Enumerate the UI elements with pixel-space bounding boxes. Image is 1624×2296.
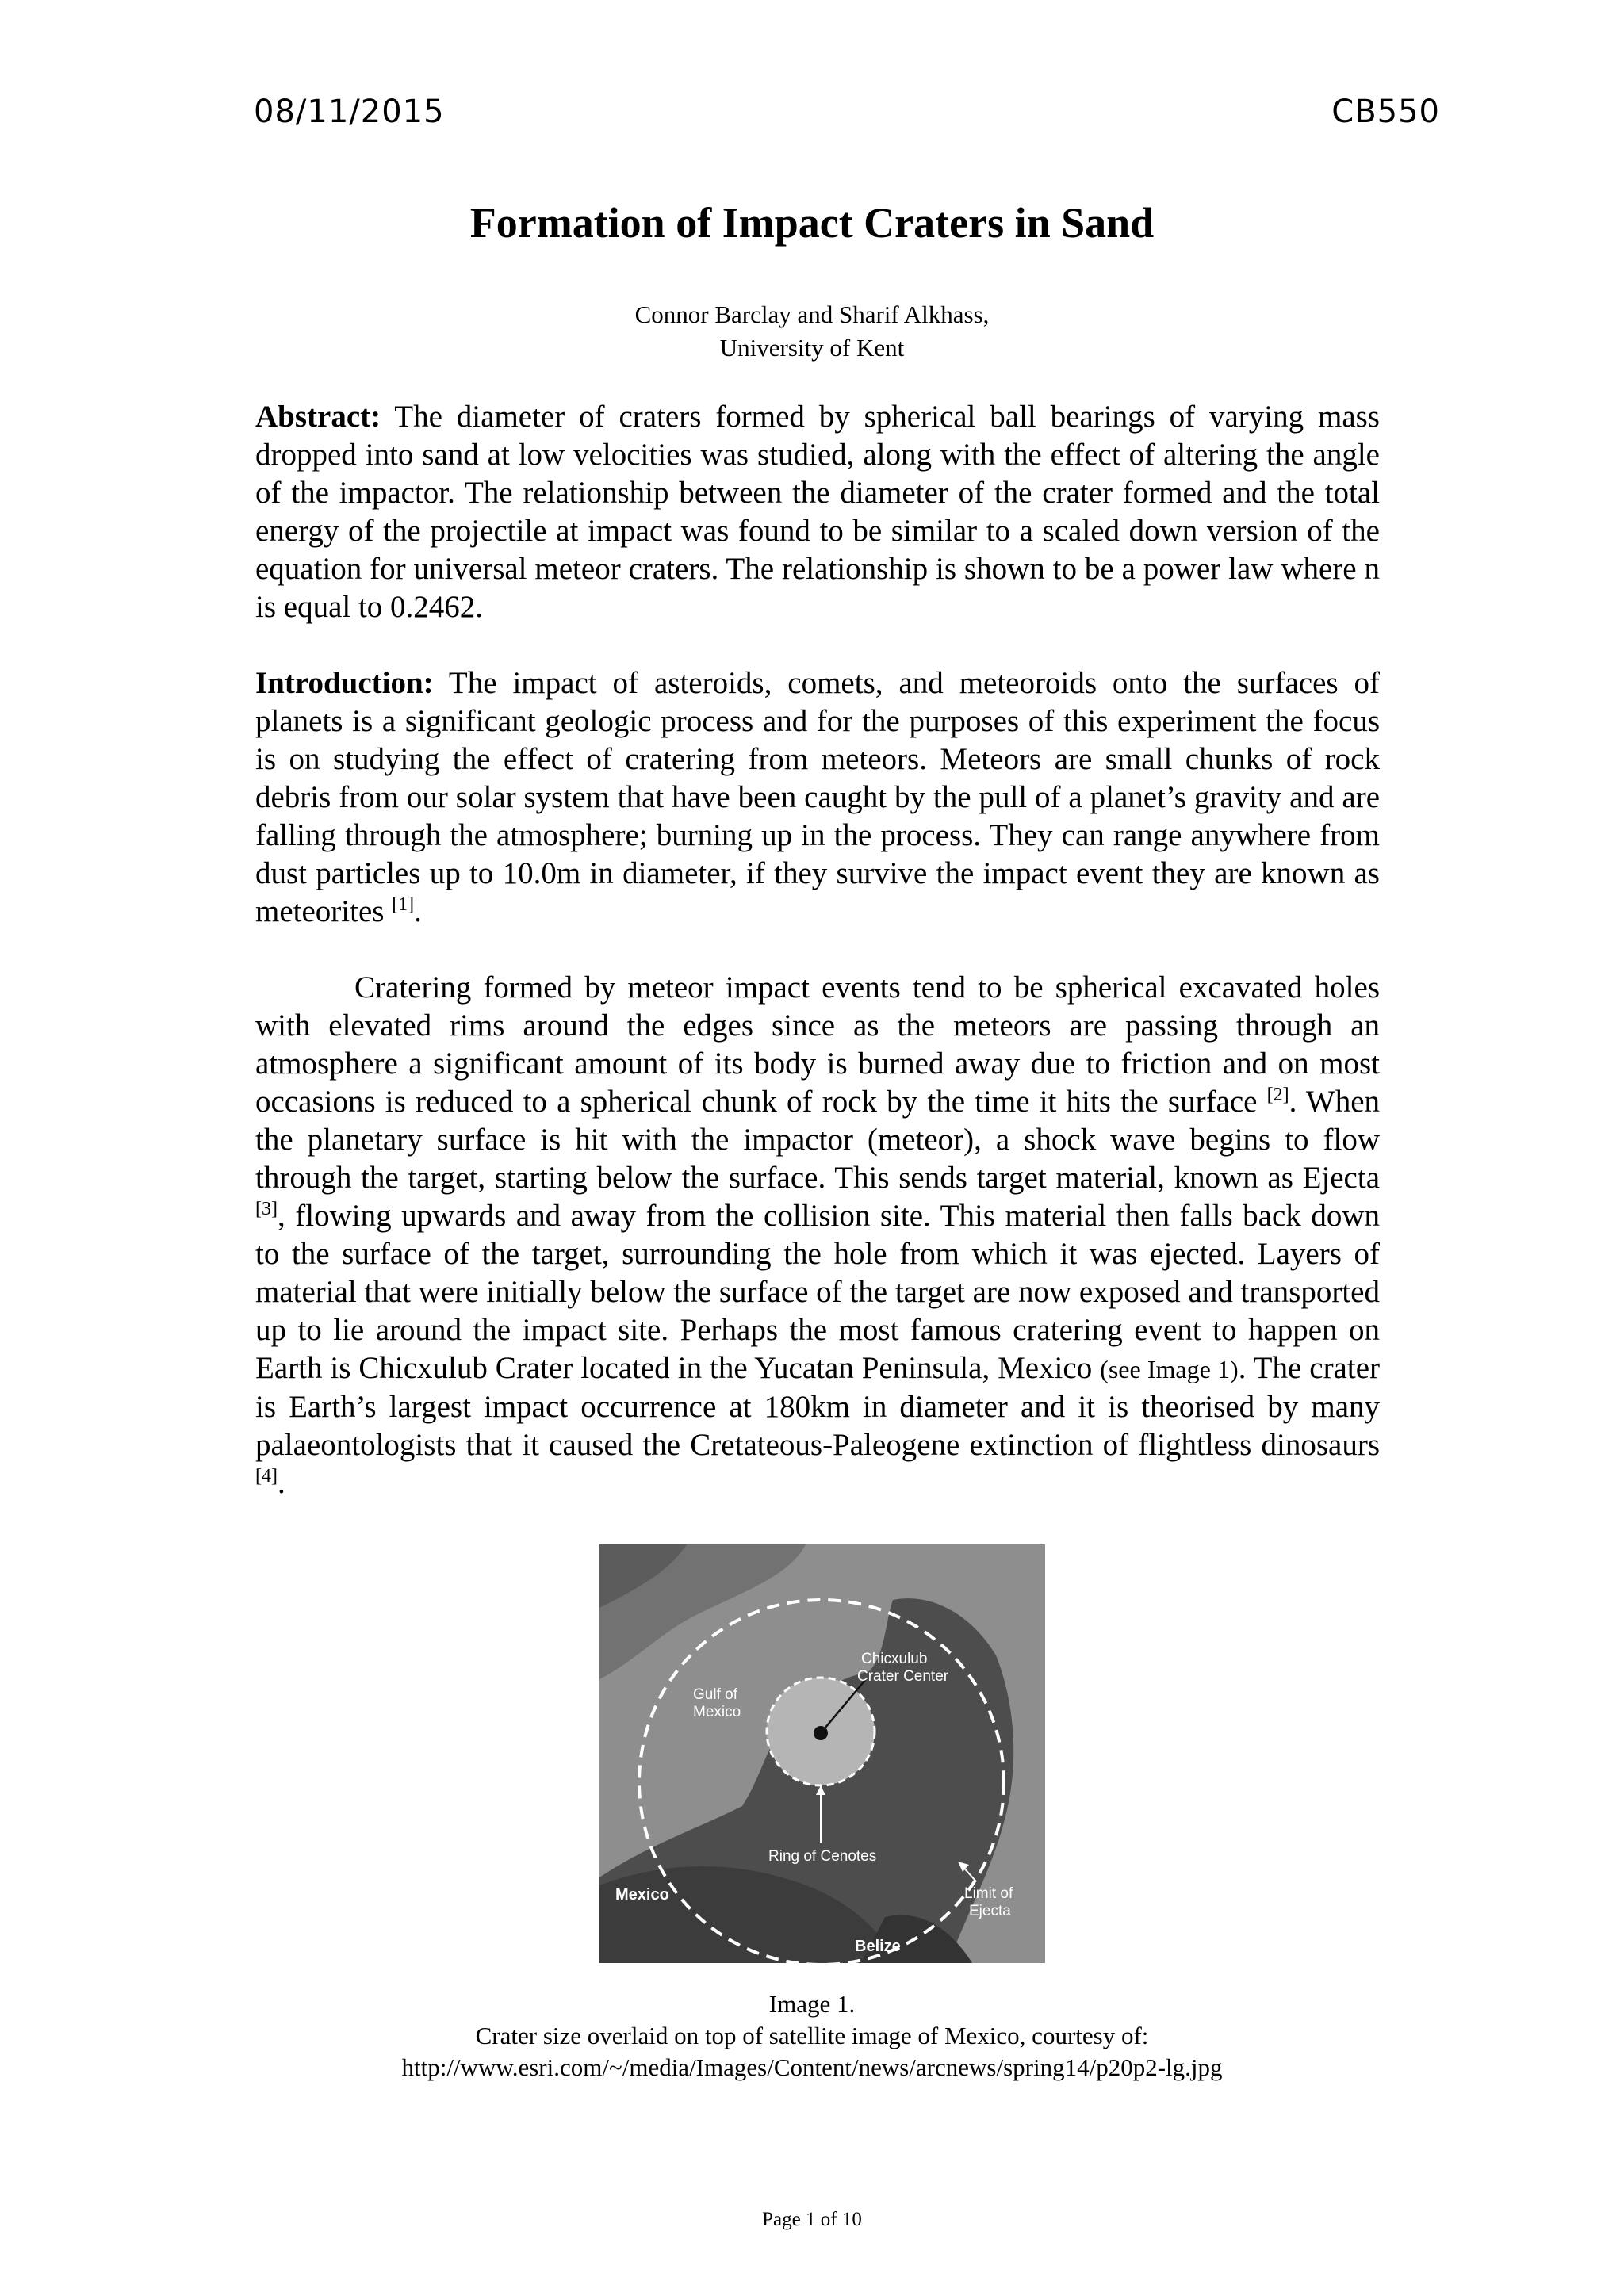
label-ejecta: Ejecta	[969, 1903, 1011, 1919]
authors-block	[0, 298, 1624, 365]
citation-ref-4: [4]	[255, 1466, 278, 1487]
paper-title: Formation of Impact Craters in Sand	[469, 199, 1155, 247]
figure-caption	[0, 1988, 1624, 2084]
introduction-text: The impact of asteroids, comets, and meteoroids onto the surfaces of planets is a significant geologic process and for the purposes of this experiment the focus is on studying the effect of cratering from meteors. Meteors are small chunks of rock debris from our solar system that have been caught by the pull of a planet’s gravity and are falling through the atmosphere; burning up in the process. They can range anywhere from dust particles up to 10.0m in diameter, if they survive the impact event they are known as meteorites	[255, 666, 1380, 928]
page-number: Page 1 of 10	[762, 2209, 862, 2230]
citation-ref-2: [2]	[1266, 1085, 1289, 1105]
author-affiliation: University of Kent	[719, 334, 905, 362]
caption-source-url: http://www.esri.com/~/media/Images/Content/news/arcnews/spring14/p20p2-lg.jpg	[401, 2053, 1223, 2081]
label-crater-center: Crater Center	[857, 1668, 949, 1685]
introduction-paragraph	[255, 664, 1380, 931]
para2-text-3: , flowing upwards and away from the collision site. This material then falls back down to the surface of the target, surrounding the hole from which it was ejected. Layers of material that were initially below the surface of the target are now exposed and transported up to lie around the impact site. Perhaps the most famous cratering event to happen on Earth is Chicxulub Crater located in the Yucatan Peninsula, Mexico	[255, 1199, 1380, 1385]
citation-ref-3: [3]	[255, 1199, 278, 1219]
label-gulf-mexico: Mexico	[693, 1704, 741, 1720]
introduction-label: Introduction:	[255, 666, 434, 700]
para2-text-2: . When the planetary surface is hit with the impactor (meteor), a shock wave begins to flow through the target, starting below the surface. This sends target material, known as Ejecta	[255, 1085, 1381, 1195]
para2-end: .	[277, 1466, 285, 1500]
see-image-reference: (see Image 1)	[1100, 1355, 1239, 1383]
caption-description: Crater size overlaid on top of satellite image of Mexico, courtesy of:	[475, 2022, 1149, 2049]
body-paragraph-2	[255, 969, 1380, 1502]
map-svg	[599, 1544, 1045, 1963]
caption-label: Image 1.	[768, 1990, 856, 2018]
label-belize: Belize	[855, 1938, 901, 1955]
header-date: 08/11/2015	[254, 94, 445, 130]
para2-text-1: Cratering formed by meteor impact events tend to be spherical excavated holes with elevated rims around the edges since as the meteors are passing through an atmosphere a significant amount of its body is burned away due to friction and on most occasions is reduced to a spherical chunk of rock by the time it hits the surface	[255, 970, 1380, 1119]
para2-text-4: . The crater is Earth’s largest impact occurrence at 180km in diameter and it is theorised by many palaeontologists that it caused the Cretateous-Paleogene extinction of flightless dinosaurs	[255, 1351, 1380, 1462]
introduction-end: .	[414, 894, 422, 928]
abstract-paragraph	[255, 398, 1380, 626]
figure-chicxulub-map	[599, 1544, 1045, 1963]
label-gulf-of: Gulf of	[693, 1686, 737, 1703]
label-chicxulub: Chicxulub	[861, 1651, 928, 1667]
abstract-label: Abstract:	[255, 400, 381, 434]
label-ring-of-cenotes: Ring of Cenotes	[768, 1848, 877, 1865]
label-mexico: Mexico	[615, 1886, 669, 1904]
header-course-code: CB550	[1331, 94, 1440, 130]
abstract-text: The diameter of craters formed by spherical ball bearings of varying mass dropped into sand at low velocities was studied, along with the effect of altering the angle of the impactor. The relationship between the diameter of the crater formed and the total energy of the projectile at impact was found to be similar to a scaled down version of the equation for universal meteor craters. The relationship is shown to be a power law where n is equal to 0.2462.	[255, 400, 1380, 624]
citation-ref-1: [1]	[392, 894, 415, 915]
label-limit-of: Limit of	[964, 1885, 1013, 1902]
author-names: Connor Barclay and Sharif Alkhass,	[634, 300, 990, 328]
